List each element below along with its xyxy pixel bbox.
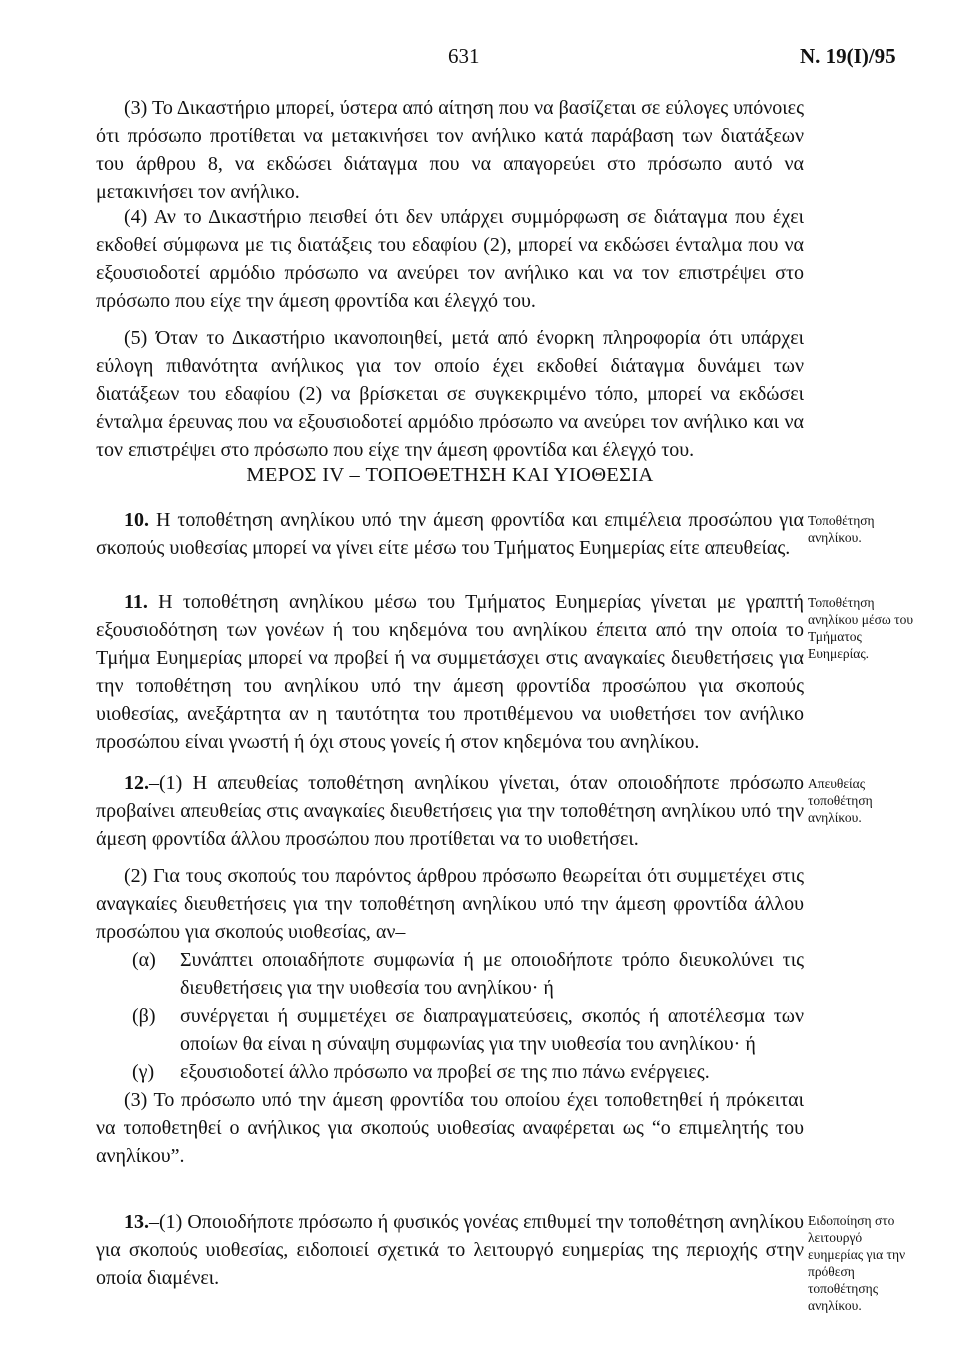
list-item-a-text: Συνάπτει οποιαδήποτε συμφωνία ή με οποιοδήποτε τρόπο διευκολύνει τις διευθετήσεις για την υιοθεσία του ανηλίκου· ή — [180, 949, 804, 999]
section-12 — [96, 769, 804, 1170]
subsection-12-2: (2) Για τους σκοπούς του παρόντος άρθρου πρόσωπο θεωρείται ότι συμμετέχει στις αναγκαίες διευθετήσεις για την τοποθέτηση ανηλίκου υπό την άμεση φροντίδα άλλου προσώπου για σκοπούς υιοθεσίας, αν– — [96, 865, 804, 943]
section-13-text: –(1) Οποιοδήποτε πρόσωπο ή φυσικός γονέας επιθυμεί την τοποθέτηση ανηλίκου για σκοπούς υιοθεσίας, ειδοποιεί σχετικά το λειτουργό ευημερίας της περιοχής στην οποία διαμένει. — [96, 1211, 804, 1289]
list-item-c — [96, 1058, 804, 1086]
list-item-b-label: (β) — [132, 1005, 156, 1027]
margin-note-section-11: Τοποθέτηση ανηλίκου μέσω του Τμήματος Ευημερίας. — [808, 595, 914, 661]
section-9-continuation-b — [96, 203, 804, 464]
subsection-9-3: (3) Το Δικαστήριο μπορεί, ύστερα από αίτηση που να βασίζεται σε εύλογες υπόνοιες ότι πρόσωπο προτίθεται να μετακινήσει τον ανήλικο κατά παράβαση των διατάξεων του άρθρου 8, να εκδώσει διάταγμα που να απαγορεύει στο πρόσωπο αυτό να μετακινήσει τον ανήλικο. — [96, 97, 804, 203]
list-item-a-label: (α) — [132, 949, 156, 971]
list-item-b-text: συνέργεται ή συμμετέχει σε διαπραγματεύσεις, σκοπός ή αποτέλεσμα των οποίων θα είναι η σύναψη συμφωνίας για την υιοθεσία του ανηλίκου· ή — [180, 1005, 804, 1055]
section-13-number: 13. — [124, 1211, 149, 1233]
page-number: 631 — [448, 44, 480, 68]
section-11 — [96, 588, 804, 756]
list-item-c-text: εξουσιοδοτεί άλλο πρόσωπο να προβεί σε της πιο πάνω ενέργειες. — [180, 1061, 710, 1083]
list-item-a — [96, 946, 804, 1002]
subsection-12-1: –(1) Η απευθείας τοποθέτηση ανηλίκου γίνεται, όταν οποιοδήποτε πρόσωπο προβαίνει απευθείας στις αναγκαίες διευθετήσεις για την τοποθέτηση ανηλίκου υπό την άμεση φροντίδα άλλου προσώπου που προτίθεται να το υιοθετήσει. — [96, 772, 804, 850]
subsection-12-3: (3) Το πρόσωπο υπό την άμεση φροντίδα του οποίου έχει τοποθετηθεί ή πρόκειται να τοποθετηθεί ο ανήλικος για σκοπούς υιοθεσίας αναφέρεται ως “ο επιμελητής του ανηλίκου”. — [96, 1089, 804, 1167]
margin-note-section-13: Ειδοποίηση στο λειτουργό ευημερίας για την πρόθεση τοποθέτησης ανηλίκου. — [808, 1213, 906, 1313]
section-10 — [96, 506, 804, 562]
section-10-text: Η τοποθέτηση ανηλίκου υπό την άμεση φροντίδα και επιμέλεια προσώπου για σκοπούς υιοθεσίας μπορεί να γίνει είτε μέσω του Τμήματος Ευημερίας είτε απευθείας. — [96, 509, 804, 559]
list-item-c-label: (γ) — [132, 1061, 155, 1083]
section-11-number: 11. — [124, 591, 148, 613]
section-10-number: 10. — [124, 509, 149, 531]
part-heading-block — [96, 461, 804, 489]
section-9-continuation — [96, 94, 804, 206]
section-12-number: 12. — [124, 772, 149, 794]
section-11-text: Η τοποθέτηση ανηλίκου μέσω του Τμήματος Ευημερίας γίνεται με γραπτή εξουσιοδότηση των γονέων ή του κηδεμόνα του ανηλίκου έπειτα από την οποία το Τμήμα Ευημερίας μπορεί να προβεί ή να συμμετάσχει στις αναγκαίες διευθετήσεις για την τοποθέτηση του ανηλίκου υπό την άμεση φροντίδα προσώπου για σκοπούς υιοθεσίας, ανεξάρτητα αν η ταυτότητα του προτιθέμενου να υιοθετήσει τον ανήλικο προσώπου είναι γνωστή ή όχι στους γονείς ή στον κηδεμόνα του ανηλίκου. — [96, 591, 804, 753]
law-number: Ν. 19(Ι)/95 — [800, 44, 896, 68]
part-heading: ΜΕΡΟΣ IV – ΤΟΠΟΘΕΤΗΣΗ ΚΑΙ ΥΙΟΘΕΣΙΑ — [246, 464, 654, 486]
section-13 — [96, 1208, 804, 1292]
subsection-9-5: (5) Όταν το Δικαστήριο ικανοποιηθεί, μετά από ένορκη πληροφορία ότι υπάρχει εύλογη πιθανότητα ανήλικος για τον οποίο έχει εκδοθεί διάταγμα δυνάμει των διατάξεων του εδαφίου (2) να βρίσκεται σε συγκεκριμένο τόπο, μπορεί να εκδώσει ένταλμα έρευνας που να εξουσιοδοτεί αρμόδιο πρόσωπο να ανεύρει τον ανήλικο και να τον επιστρέψει στο πρόσωπο που είχε την άμεση φροντίδα και έλεγχό του. — [96, 327, 804, 461]
margin-note-section-12: Απευθείας τοποθέτηση ανηλίκου. — [808, 776, 873, 825]
list-item-b — [96, 1002, 804, 1058]
subsection-9-4: (4) Αν το Δικαστήριο πεισθεί ότι δεν υπάρχει συμμόρφωση σε διάταγμα που έχει εκδοθεί σύμφωνα με τις διατάξεις του εδαφίου (2), μπορεί να εκδώσει ένταλμα που να εξουσιοδοτεί αρμόδιο πρόσωπο να ανεύρει τον ανήλικο και να τον επιστρέψει στο πρόσωπο που είχε την άμεση φροντίδα και έλεγχό του. — [96, 206, 804, 312]
margin-note-section-10: Τοποθέτηση ανηλίκου. — [808, 513, 875, 545]
